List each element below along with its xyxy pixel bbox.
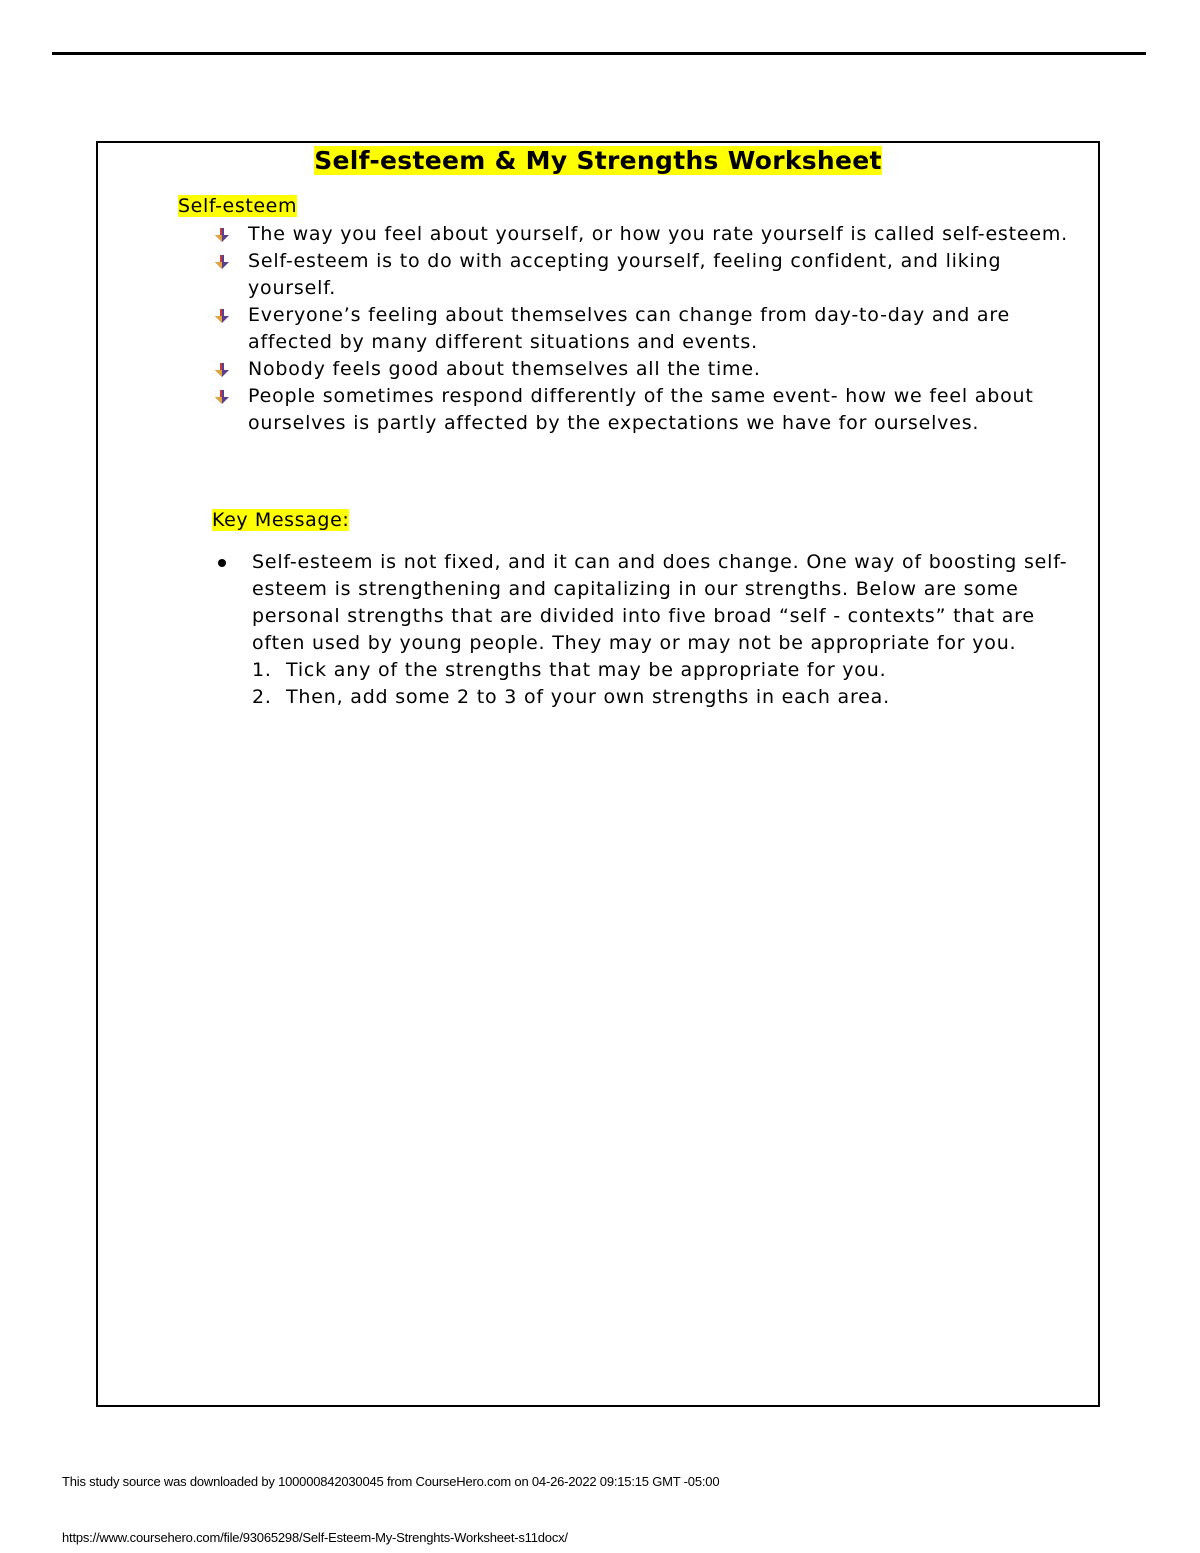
step-text: Tick any of the strengths that may be appropriate for you. (286, 659, 887, 681)
list-item (214, 248, 1074, 302)
list-item (214, 356, 1074, 383)
point-text: Nobody feels good about themselves all the time. (248, 358, 761, 380)
step-number: 1. (252, 659, 272, 681)
header-rule (52, 52, 1146, 55)
worksheet-title-text: Self-esteem & My Strengths Worksheet (314, 146, 882, 175)
point-text: People sometimes respond differently of the same event- how we feel about ourselves is partly affected by the expectations we have for ourselves. (248, 385, 1034, 434)
worksheet-frame (96, 141, 1100, 1407)
step-item (252, 657, 1084, 684)
list-item (214, 549, 1084, 711)
bullet-dot-icon (218, 559, 226, 567)
worksheet-title (98, 145, 1098, 177)
arrow-down-bullet-icon (214, 362, 230, 378)
step-item (252, 684, 1084, 711)
list-item (214, 302, 1074, 356)
step-number: 2. (252, 686, 272, 708)
key-message-list (214, 549, 1084, 711)
section-heading (178, 193, 297, 219)
point-text: Self-esteem is to do with accepting yourself, feeling confident, and liking yourself. (248, 250, 1002, 299)
point-text: Everyone’s feeling about themselves can change from day-to-day and are affected by many different situations and events. (248, 304, 1011, 353)
arrow-down-bullet-icon (214, 227, 230, 243)
key-message-heading (212, 507, 349, 533)
download-source-note: This study source was downloaded by 100000842030045 from CourseHero.com on 04-26-2022 09:15:15 GMT -05:00 (62, 1474, 720, 1489)
key-message-heading-text: Key Message: (212, 509, 350, 531)
list-item (214, 383, 1074, 437)
arrow-down-bullet-icon (214, 254, 230, 270)
self-esteem-points (214, 221, 1074, 437)
step-text: Then, add some 2 to 3 of your own strengths in each area. (286, 686, 890, 708)
source-url[interactable]: https://www.coursehero.com/file/93065298/Self-Esteem-My-Strenghts-Worksheet-s11docx/ (62, 1530, 568, 1545)
instruction-steps (252, 657, 1084, 711)
point-text: The way you feel about yourself, or how you rate yourself is called self-esteem. (248, 223, 1069, 245)
arrow-down-bullet-icon (214, 308, 230, 324)
list-item (214, 221, 1074, 248)
section-heading-text: Self-esteem (178, 195, 298, 217)
arrow-down-bullet-icon (214, 389, 230, 405)
key-message-text: Self-esteem is not fixed, and it can and does change. One way of boosting self-esteem is strengthening and capitalizing in our strengths. Below are some personal strengths that are divided into five broad “self - contexts” that are often used by young people. They may or may not be appropriate for you. (252, 551, 1068, 654)
